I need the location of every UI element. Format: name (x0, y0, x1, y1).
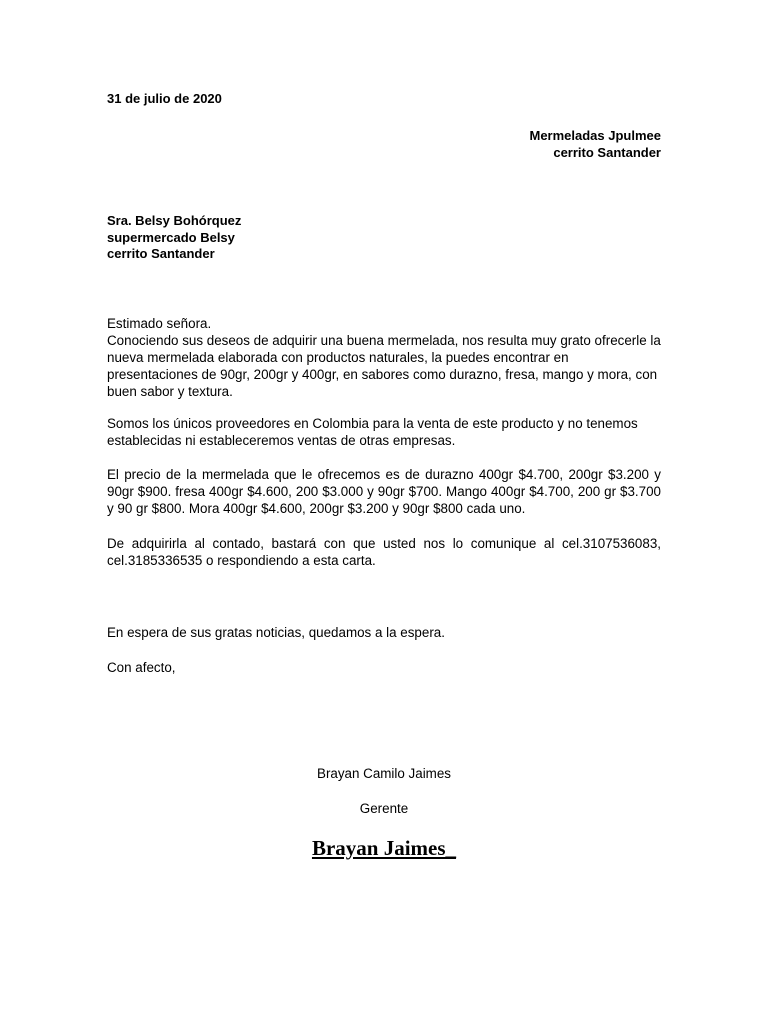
paragraph-contact: De adquirirla al contado, bastará con que usted nos lo comunique al cel.3107536083, cel.3185336535 o respondiendo a esta carta. (107, 536, 661, 568)
recipient-name: Sra. Belsy Bohórquez (107, 213, 242, 228)
recipient-location: cerrito Santander (107, 246, 215, 261)
closing-line: En espera de sus gratas noticias, quedamos a la espera. (107, 625, 445, 640)
salutation: Estimado señora. (107, 316, 212, 331)
signature-name: Brayan Camilo Jaimes (317, 766, 451, 781)
opening-block (107, 315, 661, 400)
signature-title: Gerente (359, 801, 409, 816)
paragraph-supplier: Somos los únicos proveedores en Colombia para la venta de este producto y no tenemos establecidas ni estableceremos ventas de otras empresas. (107, 416, 638, 448)
letter-date: 31 de julio de 2020 (107, 91, 222, 106)
sender-location: cerrito Santander (553, 144, 661, 160)
recipient-company: supermercado Belsy (107, 229, 235, 245)
sender-company: Mermeladas Jpulmee (529, 128, 661, 143)
paragraph-intro: Conociendo sus deseos de adquirir una buena mermelada, nos resulta muy grato ofrecerle la nueva mermelada elaborada con productos naturales, la puedes encontrar en presentaciones de 90gr, 200gr y 400gr, en sabores como durazno, fresa, mango y mora, con buen sabor y textura. (107, 333, 661, 399)
farewell-line: Con afecto, (107, 660, 176, 675)
paragraph-prices: El precio de la mermelada que le ofrecemos es de durazno 400gr $4.700, 200gr $3.200 y 90gr $900. fresa 400gr $4.600, 200 $3.000 y 90gr $700. Mango 400gr $4.700, 200 gr $3.700 y 90 gr $800. Mora 400gr $4.600, 200gr $3.200 y 90gr $800 cada uno. (107, 467, 661, 516)
recipient-block (107, 213, 241, 263)
signature-handwritten: Brayan Jaimes_ (311, 836, 457, 860)
sender-block (529, 128, 661, 161)
